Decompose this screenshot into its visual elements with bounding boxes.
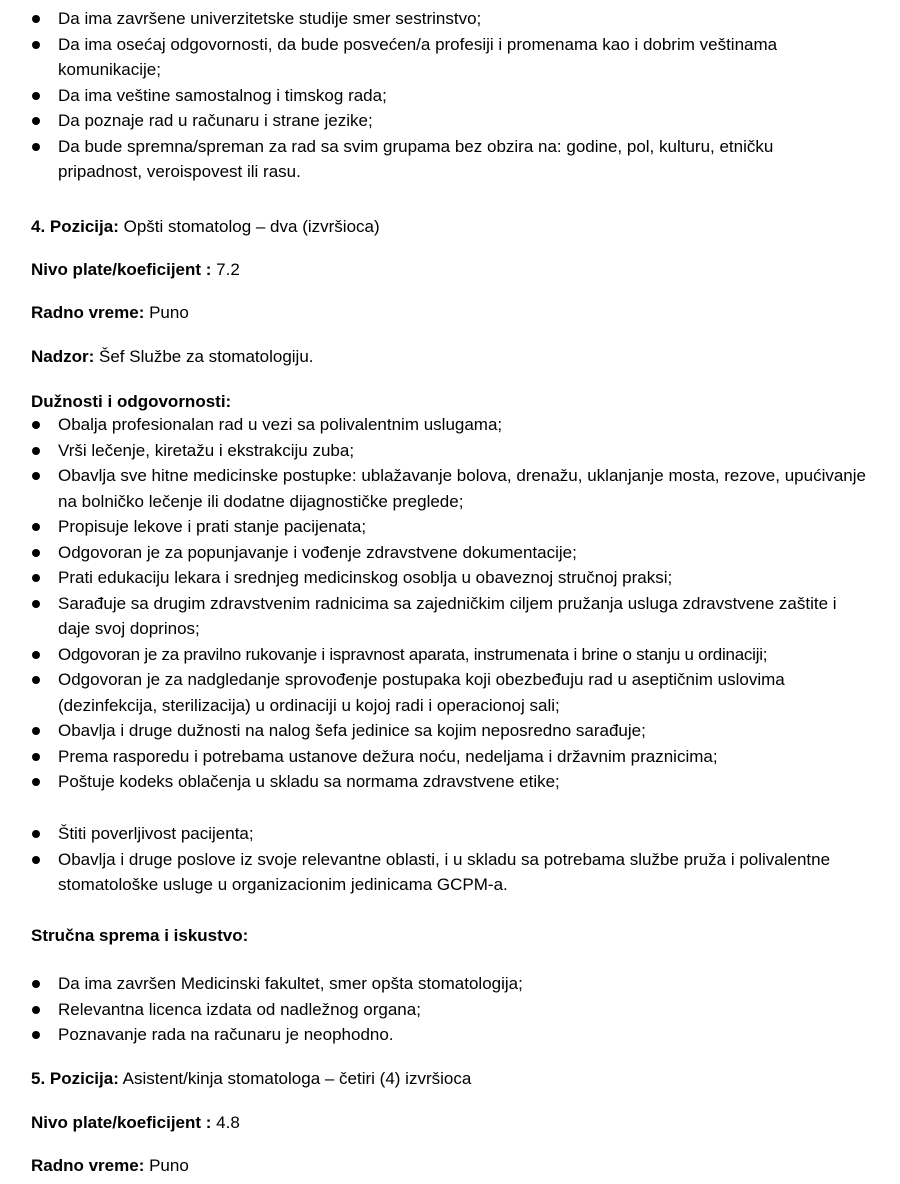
- list-item: Obavlja sve hitne medicinske postupke: ublažavanje bolova, drenažu, uklanjanje mosta, rezove, upućivanje na bolničko lečenje ili dodatne dijagnostičke preglede;: [0, 463, 900, 514]
- list-item: Odgovoran je za popunjavanje i vođenje zdravstvene dokumentacije;: [0, 540, 900, 566]
- qualification-list: [0, 971, 900, 1048]
- position5-hours: [0, 1153, 900, 1178]
- list-item: Poštuje kodeks oblačenja u skladu sa normama zdravstvene etike;: [0, 769, 900, 795]
- position5-salary: [0, 1110, 900, 1135]
- list-item: Prema rasporedu i potrebama ustanove dežura noću, nedeljama i državnim praznicima;: [0, 744, 900, 770]
- list-item: Štiti poverljivost pacijenta;: [0, 821, 900, 847]
- duties-list: [0, 412, 900, 795]
- position4-supervision: [0, 344, 900, 369]
- list-item: Propisuje lekove i prati stanje pacijenata;: [0, 514, 900, 540]
- list-item: Odgovoran je za pravilno rukovanje i ispravnost aparata, instrumenata i brine o stanju u ordinaciji;: [0, 642, 900, 668]
- position-label: 5. Pozicija:: [31, 1069, 119, 1088]
- position-label: 4. Pozicija:: [31, 217, 119, 236]
- list-item: Obavlja i druge dužnosti na nalog šefa jedinice sa kojim neposredno sarađuje;: [0, 718, 900, 744]
- position-value: Asistent/kinja stomatologa – četiri (4) izvršioca: [118, 1069, 472, 1088]
- list-item: Sarađuje sa drugim zdravstvenim radnicima sa zajedničkim ciljem pružanja usluga zdravstvene zaštite i daje svoj doprinos;: [0, 591, 900, 642]
- list-item: Obalja profesionalan rad u vezi sa polivalentnim uslugama;: [0, 412, 900, 438]
- supervision-label: Nadzor:: [31, 347, 95, 366]
- position5-title: [0, 1066, 900, 1091]
- duties-heading: Dužnosti i odgovornosti:: [31, 392, 232, 411]
- hours-value: Puno: [144, 1156, 189, 1175]
- position4-title: [0, 214, 900, 239]
- salary-label: Nivo plate/koeficijent :: [31, 260, 212, 279]
- list-item: Poznavanje rada na računaru je neophodno.: [0, 1022, 900, 1048]
- top-qualification-list: [0, 6, 900, 185]
- qualification-heading: Stručna sprema i iskustvo:: [31, 926, 249, 945]
- salary-value: 4.8: [211, 1113, 240, 1132]
- list-item: Prati edukaciju lekara i srednjeg medicinskog osoblja u obaveznoj stručnoj praksi;: [0, 565, 900, 591]
- list-item: Odgovoran je za nadgledanje sprovođenje postupaka koji obezbeđuju rad u aseptičnim uslovima (dezinfekcija, sterilizacija) u ordinaciji u kojoj radi i operacionoj sali;: [0, 667, 900, 718]
- list-item: Vrši lečenje, kiretažu i ekstrakciju zuba;: [0, 438, 900, 464]
- list-item: Relevantna licenca izdata od nadležnog organa;: [0, 997, 900, 1023]
- list-item: Da ima završene univerzitetske studije smer sestrinstvo;: [0, 6, 900, 32]
- list-item: Obavlja i druge poslove iz svoje relevantne oblasti, i u skladu sa potrebama službe pruža i polivalentne stomatološke usluge u organizacionim jedinicama GCPM-a.: [0, 847, 900, 898]
- supervision-value: Šef Službe za stomatologiju.: [94, 347, 314, 366]
- salary-label: Nivo plate/koeficijent :: [31, 1113, 212, 1132]
- hours-label: Radno vreme:: [31, 303, 145, 322]
- list-item: Da bude spremna/spreman za rad sa svim grupama bez obzira na: godine, pol, kulturu, etničku pripadnost, veroispovest ili rasu.: [0, 134, 900, 185]
- list-item: Da poznaje rad u računaru i strane jezike;: [0, 108, 900, 134]
- list-item: Da ima završen Medicinski fakultet, smer opšta stomatologija;: [0, 971, 900, 997]
- list-item: Da ima veštine samostalnog i timskog rada;: [0, 83, 900, 109]
- salary-value: 7.2: [211, 260, 240, 279]
- position4-salary: [0, 257, 900, 282]
- duties-list-continued: [0, 821, 900, 898]
- hours-value: Puno: [144, 303, 189, 322]
- hours-label: Radno vreme:: [31, 1156, 145, 1175]
- list-item: Da ima osećaj odgovornosti, da bude posvećen/a profesiji i promenama kao i dobrim veštinama komunikacije;: [0, 32, 900, 83]
- position4-hours: [0, 300, 900, 325]
- position-value: Opšti stomatolog – dva (izvršioca): [118, 217, 380, 236]
